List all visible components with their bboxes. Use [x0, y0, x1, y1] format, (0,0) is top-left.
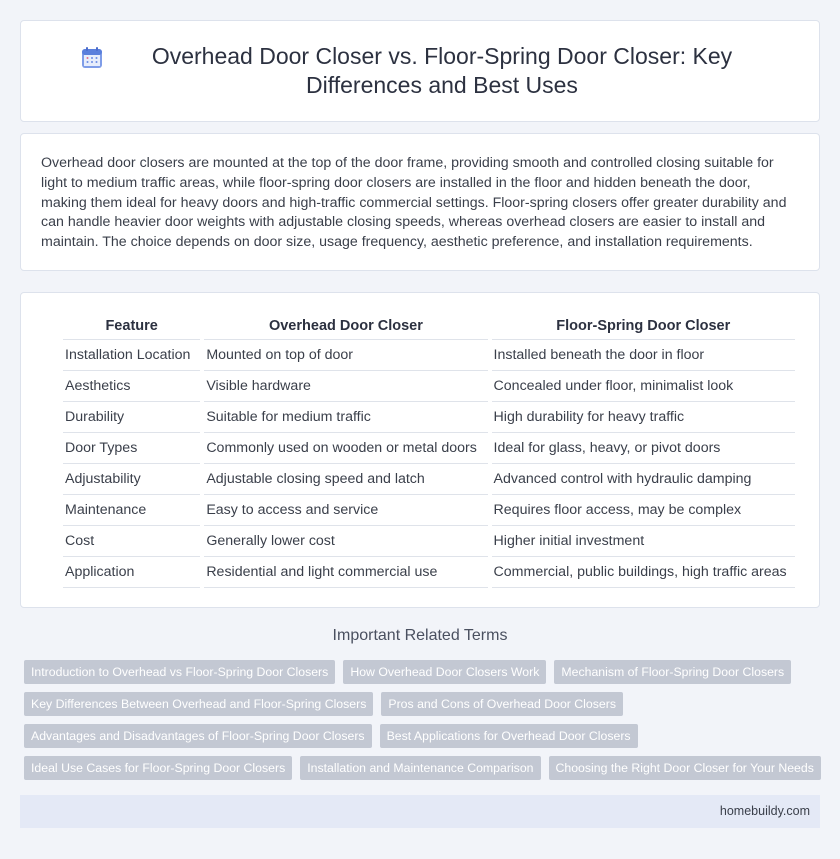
table-header-row	[63, 313, 795, 340]
table-cell: Installed beneath the door in floor	[492, 340, 795, 371]
table-cell: Generally lower cost	[204, 526, 487, 557]
table-cell: Application	[63, 557, 200, 588]
intro-card	[20, 133, 820, 271]
table-cell: High durability for heavy traffic	[492, 402, 795, 433]
title-wrap	[80, 42, 760, 100]
table-cell: Higher initial investment	[492, 526, 795, 557]
comparison-table	[59, 313, 799, 588]
column-header-feature: Feature	[63, 313, 200, 340]
table-row	[63, 371, 795, 402]
related-term-tag[interactable]: Pros and Cons of Overhead Door Closers	[381, 692, 623, 716]
table-cell: Aesthetics	[63, 371, 200, 402]
table-row	[63, 433, 795, 464]
column-header-overhead: Overhead Door Closer	[204, 313, 487, 340]
table-cell: Maintenance	[63, 495, 200, 526]
related-term-tag[interactable]: Advantages and Disadvantages of Floor-Spring Door Closers	[24, 724, 372, 748]
tag-row	[24, 660, 824, 684]
table-cell: Residential and light commercial use	[204, 557, 487, 588]
related-term-tag[interactable]: Key Differences Between Overhead and Floor-Spring Closers	[24, 692, 373, 716]
table-row	[63, 526, 795, 557]
related-terms-heading: Important Related Terms	[332, 627, 508, 644]
table-cell: Suitable for medium traffic	[204, 402, 487, 433]
table-cell: Mounted on top of door	[204, 340, 487, 371]
table-cell: Door Types	[63, 433, 200, 464]
table-cell: Adjustable closing speed and latch	[204, 464, 487, 495]
table-cell: Adjustability	[63, 464, 200, 495]
comparison-card	[20, 292, 820, 608]
related-term-tag[interactable]: How Overhead Door Closers Work	[343, 660, 546, 684]
table-row	[63, 402, 795, 433]
title-card	[20, 20, 820, 122]
table-cell: Concealed under floor, minimalist look	[492, 371, 795, 402]
related-term-tag[interactable]: Introduction to Overhead vs Floor-Spring Door Closers	[24, 660, 335, 684]
related-term-tag[interactable]: Mechanism of Floor-Spring Door Closers	[554, 660, 791, 684]
related-term-tag[interactable]: Installation and Maintenance Comparison	[300, 756, 540, 780]
table-cell: Visible hardware	[204, 371, 487, 402]
footer	[20, 795, 820, 828]
table-cell: Commercial, public buildings, high traffic areas	[492, 557, 795, 588]
tag-row	[24, 724, 824, 748]
table-row	[63, 495, 795, 526]
table-row	[63, 464, 795, 495]
related-terms-list	[24, 660, 824, 788]
column-header-floor-spring: Floor-Spring Door Closer	[492, 313, 795, 340]
table-cell: Durability	[63, 402, 200, 433]
table-cell: Advanced control with hydraulic damping	[492, 464, 795, 495]
table-cell: Requires floor access, may be complex	[492, 495, 795, 526]
footer-site-link[interactable]: homebuildy.com	[719, 804, 810, 818]
related-term-tag[interactable]: Ideal Use Cases for Floor-Spring Door Closers	[24, 756, 292, 780]
intro-paragraph: Overhead door closers are mounted at the top of the door frame, providing smooth and controlled closing suitable for light to medium traffic areas, while floor-spring door closers are installed in the floor and hidden beneath the door, making them ideal for heavy doors and high-traffic commercial settings. Floor-spring closers offer greater durability and can handle heavier door weights with adjustable closing speeds, whereas overhead closers are easier to install and maintain. The choice depends on door size, usage frequency, aesthetic preference, and installation requirements.	[41, 155, 787, 251]
table-cell: Easy to access and service	[204, 495, 487, 526]
table-row	[63, 557, 795, 588]
table-cell: Installation Location	[63, 340, 200, 371]
table-cell: Commonly used on wooden or metal doors	[204, 433, 487, 464]
page-title: Overhead Door Closer vs. Floor-Spring Door Closer: Key Differences and Best Uses	[151, 43, 733, 98]
related-term-tag[interactable]: Choosing the Right Door Closer for Your Needs	[549, 756, 821, 780]
tag-row	[24, 692, 824, 716]
table-cell: Ideal for glass, heavy, or pivot doors	[492, 433, 795, 464]
related-term-tag[interactable]: Best Applications for Overhead Door Closers	[380, 724, 638, 748]
tag-row	[24, 756, 824, 780]
calendar-icon	[80, 46, 104, 70]
table-row	[63, 340, 795, 371]
table-cell: Cost	[63, 526, 200, 557]
